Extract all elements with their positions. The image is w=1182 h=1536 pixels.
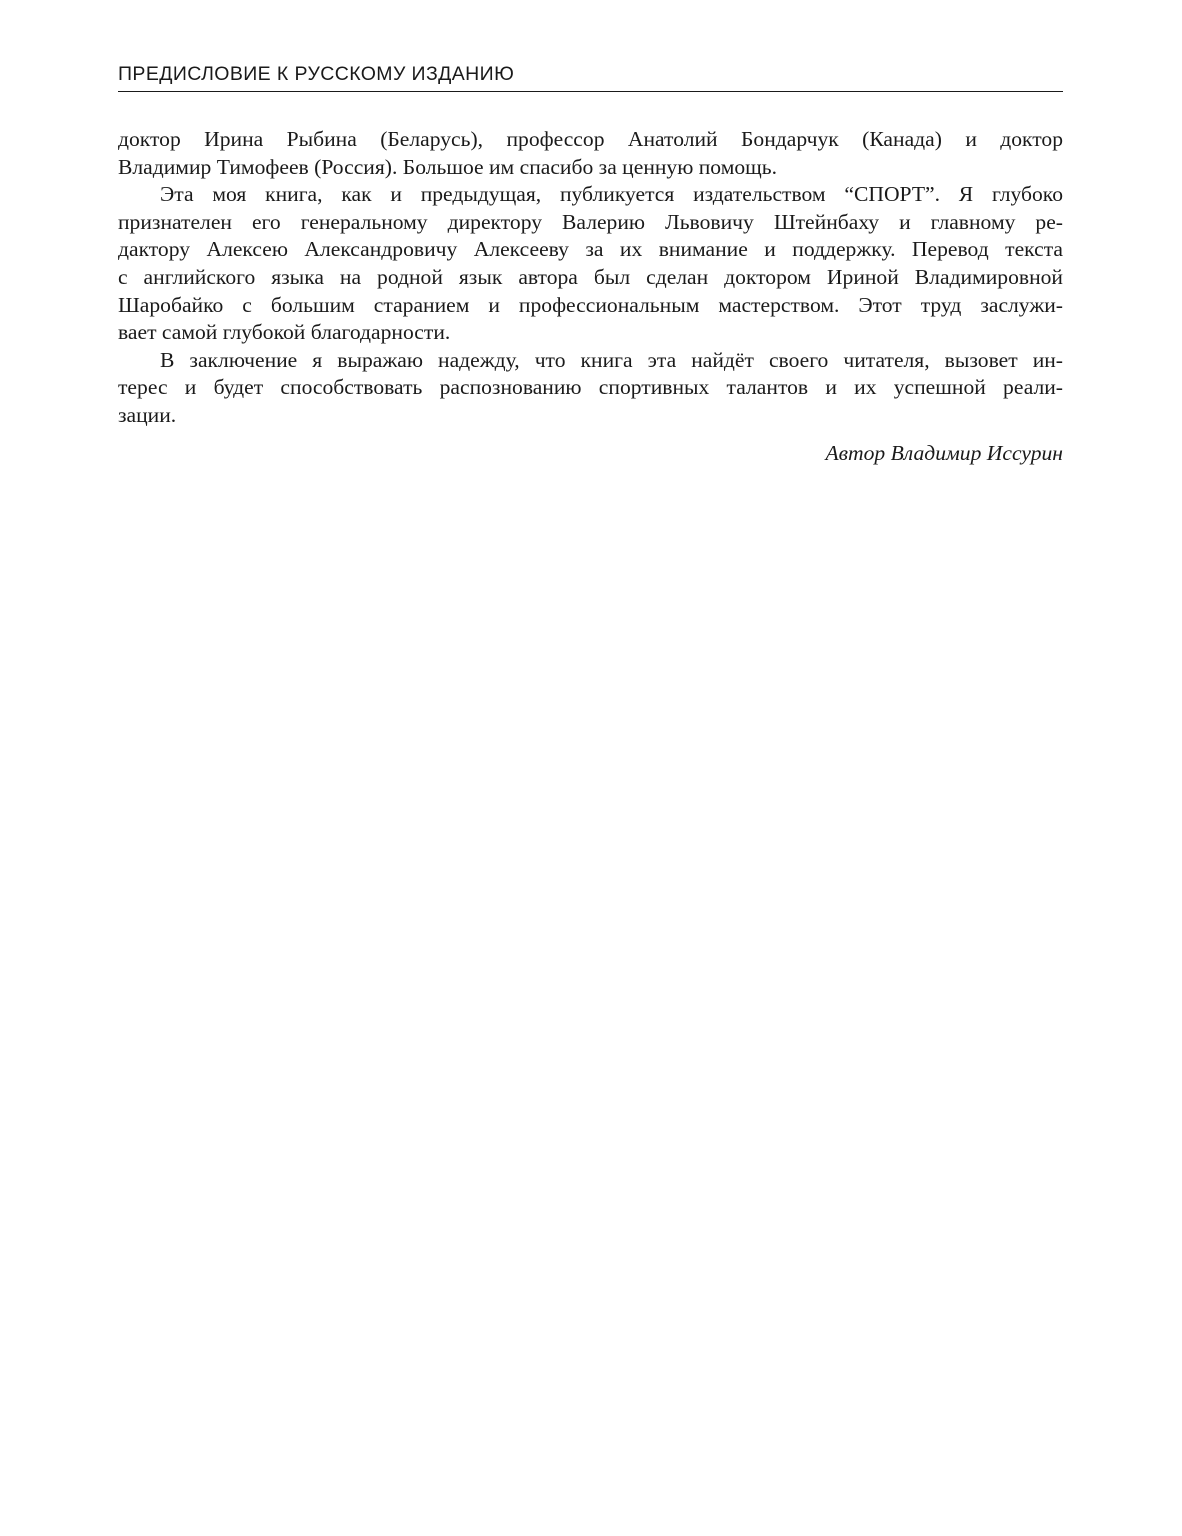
text-line: Владимир Тимофеев (Россия). Большое им спасибо за ценную помощь. bbox=[118, 154, 778, 179]
text-line: вает самой глубокой благодарности. bbox=[118, 320, 451, 345]
text-line: признателен его генеральному директору Валерию Львовичу Штейнбаху и главному ре- bbox=[118, 209, 1063, 234]
paragraph-acknowledgement bbox=[118, 181, 1063, 347]
paragraph-continuation bbox=[118, 126, 1063, 181]
document-page bbox=[118, 60, 1063, 467]
paragraph-conclusion bbox=[118, 347, 1063, 430]
text-line: доктор Ирина Рыбина (Беларусь), профессор Анатолий Бондарчук (Канада) и доктор bbox=[118, 127, 1063, 151]
text-line: Шаробайко с большим старанием и профессиональным мастерством. Этот труд заслужи- bbox=[118, 292, 1063, 317]
text-line: Эта моя книга, как и предыдущая, публикуется издательством “СПОРТ”. Я глубоко bbox=[160, 182, 1063, 207]
text-line: дактору Алексею Александровичу Алексееву за их внимание и поддержку. Перевод текста bbox=[118, 237, 1063, 262]
body-text bbox=[118, 126, 1063, 430]
text-line: В заключение я выражаю надежду, что книга эта найдёт своего читателя, вызовет ин- bbox=[160, 347, 1063, 372]
author-signature: Автор Владимир Иссурин bbox=[825, 440, 1063, 465]
text-line: с английского языка на родной язык автора был сделан доктором Ириной Владимировной bbox=[118, 264, 1063, 289]
running-head: ПРЕДИСЛОВИЕ К РУССКОМУ ИЗДАНИЮ bbox=[118, 60, 1063, 92]
text-line: зации. bbox=[118, 402, 177, 427]
text-line: терес и будет способствовать распознованию спортивных талантов и их успешной реали- bbox=[118, 375, 1063, 400]
